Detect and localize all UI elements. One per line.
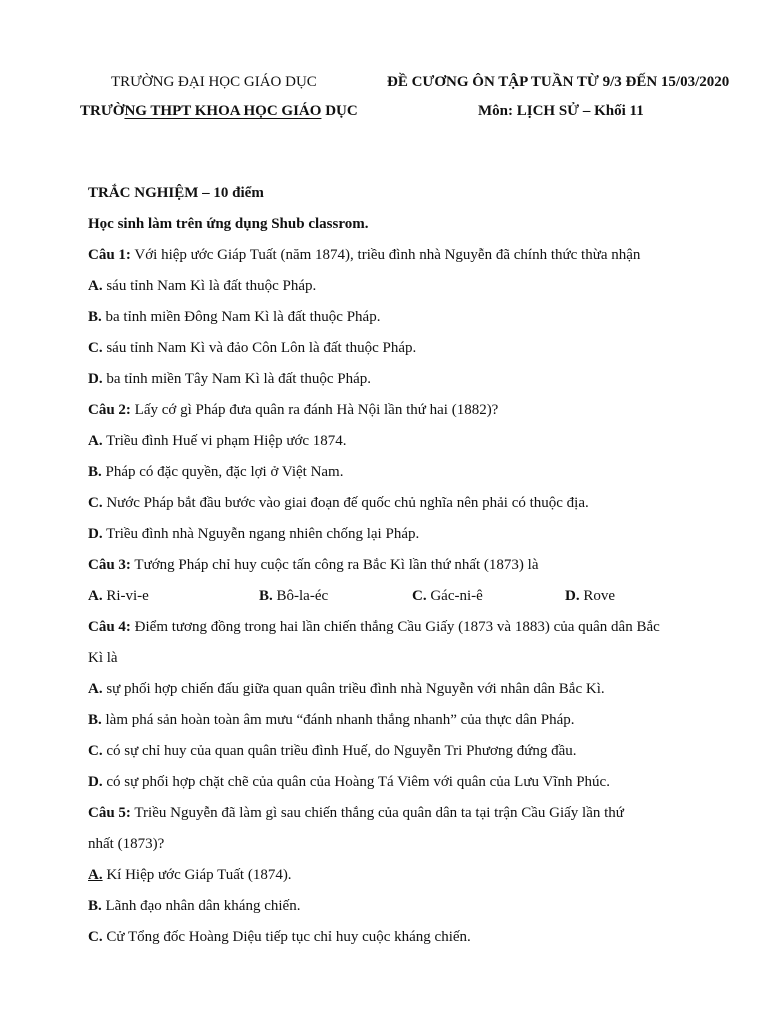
school-name-university: TRƯỜNG ĐẠI HỌC GIÁO DỤC: [111, 74, 317, 90]
option-label-underlined: A.: [88, 867, 103, 883]
question-stem: [88, 798, 728, 829]
document-title: ĐỀ CƯƠNG ÔN TẬP TUẦN TỪ 9/3 ĐẾN 15/03/2020: [387, 74, 730, 90]
answer-option: [88, 488, 728, 519]
answer-option: [88, 736, 728, 767]
option-label: C.: [412, 588, 427, 604]
school-name-part: DỤC: [321, 103, 358, 119]
option-label: B.: [88, 464, 102, 480]
option-label: C.: [88, 495, 103, 511]
answer-option: [88, 891, 728, 922]
answer-option: [88, 705, 728, 736]
question-stem: [88, 550, 728, 581]
option-label: D.: [88, 371, 103, 387]
school-name-underlined: NG THPT KHOA HỌC GIÁO: [124, 103, 322, 119]
option-text: ba tỉnh miền Tây Nam Kì là đất thuộc Pháp.: [102, 371, 372, 387]
option-text: Pháp có đặc quyền, đặc lợi ở Việt Nam.: [101, 464, 344, 480]
answer-option: [88, 364, 728, 395]
option-text: Triều đình Huế vi phạm Hiệp ước 1874.: [102, 433, 347, 449]
option-text: sáu tỉnh Nam Kì và đảo Côn Lôn là đất thuộc Pháp.: [102, 340, 417, 356]
question-text: Điểm tương đồng trong hai lần chiến thắng Cầu Giấy (1873 và 1883) của quân dân Bắc: [130, 619, 660, 635]
option-text: có sự chỉ huy của quan quân triều đình Huế, do Nguyễn Tri Phương đứng đầu.: [102, 743, 577, 759]
answer-option: [88, 271, 728, 302]
question-stem-continued: Kì là: [88, 650, 118, 666]
question-text: Tướng Pháp chỉ huy cuộc tấn công ra Bắc Kì lần thứ nhất (1873) là: [130, 557, 539, 573]
option-label: C.: [88, 743, 103, 759]
option-label: B.: [88, 712, 102, 728]
document-body: [88, 178, 728, 953]
question-4: [88, 612, 728, 798]
question-3: [88, 550, 728, 612]
answer-option: [88, 302, 728, 333]
option-text: Ri-vi-e: [102, 588, 149, 604]
option-label: D.: [88, 526, 103, 542]
option-text: Lãnh đạo nhân dân kháng chiến.: [101, 898, 301, 914]
option-text: Cử Tổng đốc Hoàng Diệu tiếp tục chỉ huy cuộc kháng chiến.: [102, 929, 471, 945]
option-label: C.: [88, 929, 103, 945]
answer-option: [88, 457, 728, 488]
question-stem-continued: nhất (1873)?: [88, 836, 165, 852]
option-text: Bô-la-éc: [272, 588, 329, 604]
question-stem: [88, 240, 728, 271]
answer-option: [88, 767, 728, 798]
option-text: Rove: [579, 588, 616, 604]
question-text: Triều Nguyễn đã làm gì sau chiến thắng của quân dân ta tại trận Cầu Giấy lần thứ: [130, 805, 624, 821]
instruction-text: Học sinh làm trên ứng dụng Shub classrom.: [88, 216, 369, 232]
subject-line: Môn: LỊCH SỬ – Khối 11: [478, 103, 644, 119]
document-header: [0, 0, 768, 130]
answer-option: [88, 581, 259, 612]
answer-option: [259, 581, 412, 612]
question-stem: [88, 395, 728, 426]
option-label: D.: [565, 588, 580, 604]
option-text: Gác-ni-ê: [426, 588, 483, 604]
option-label: B.: [88, 309, 102, 325]
question-2: [88, 395, 728, 550]
answer-option: [88, 922, 728, 953]
option-text: Kí Hiệp ước Giáp Tuất (1874).: [102, 867, 292, 883]
option-text: có sự phối hợp chặt chẽ của quân của Hoàng Tá Viêm với quân của Lưu Vĩnh Phúc.: [102, 774, 610, 790]
question-label: Câu 5:: [88, 805, 131, 821]
question-text: Lấy cớ gì Pháp đưa quân ra đánh Hà Nội lần thứ hai (1882)?: [130, 402, 499, 418]
option-text: Nước Pháp bắt đầu bước vào giai đoạn đế quốc chủ nghĩa nên phải có thuộc địa.: [102, 495, 589, 511]
option-label: A.: [88, 681, 103, 697]
answer-option: [88, 674, 728, 705]
question-1: [88, 240, 728, 395]
option-text: sáu tỉnh Nam Kì là đất thuộc Pháp.: [102, 278, 317, 294]
question-label: Câu 4:: [88, 619, 131, 635]
option-label: A.: [88, 588, 103, 604]
question-5: [88, 798, 728, 953]
question-label: Câu 1:: [88, 247, 131, 263]
option-label: B.: [259, 588, 273, 604]
answer-option: [88, 519, 728, 550]
answer-option: [412, 581, 565, 612]
option-text: làm phá sản hoàn toàn âm mưu “đánh nhanh thắng nhanh” của thực dân Pháp.: [101, 712, 575, 728]
option-label: C.: [88, 340, 103, 356]
answer-option: [565, 581, 615, 612]
school-name-highschool: [80, 103, 358, 120]
option-text: Triều đình nhà Nguyễn ngang nhiên chống lại Pháp.: [102, 526, 420, 542]
section-heading: TRẮC NGHIỆM – 10 điểm: [88, 185, 264, 201]
answer-option: [88, 860, 728, 891]
school-name-part: TRƯỜ: [80, 103, 125, 119]
option-label: D.: [88, 774, 103, 790]
question-stem: [88, 612, 728, 643]
answer-option: [88, 333, 728, 364]
option-label: A.: [88, 278, 103, 294]
question-label: Câu 3:: [88, 557, 131, 573]
option-text: sự phối hợp chiến đấu giữa quan quân triều đình nhà Nguyễn với nhân dân Bắc Kì.: [102, 681, 605, 697]
option-label: B.: [88, 898, 102, 914]
answer-option: [88, 426, 728, 457]
option-label: A.: [88, 433, 103, 449]
answer-options-row: [88, 581, 728, 612]
option-text: ba tỉnh miền Đông Nam Kì là đất thuộc Pháp.: [101, 309, 381, 325]
question-label: Câu 2:: [88, 402, 131, 418]
question-text: Với hiệp ước Giáp Tuất (năm 1874), triều đình nhà Nguyễn đã chính thức thừa nhận: [130, 247, 641, 263]
